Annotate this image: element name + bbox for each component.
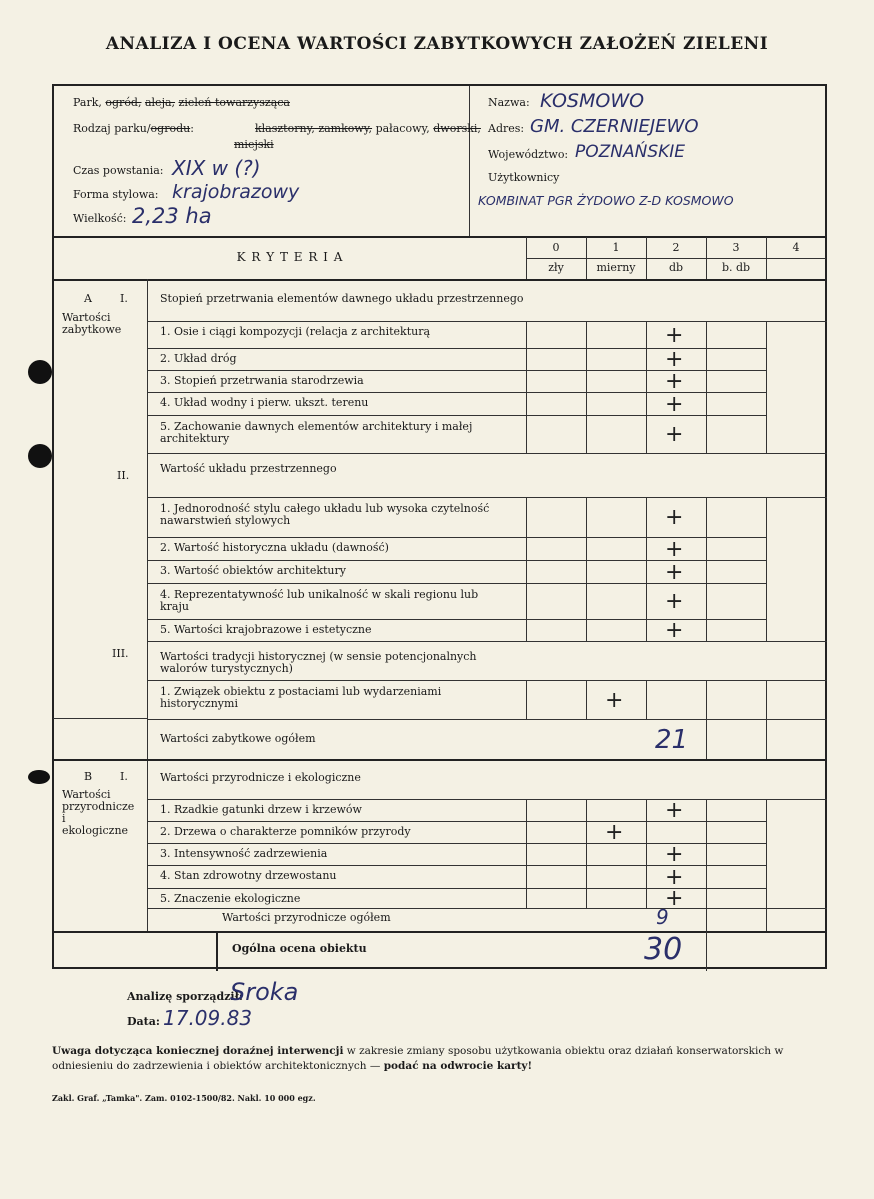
- score-mark: +: [605, 688, 624, 713]
- score-mark: +: [665, 537, 684, 562]
- nazwa-label: Nazwa:: [488, 96, 530, 109]
- section-a-letter: A: [84, 292, 92, 305]
- criteria-item: 5. Zachowanie dawnych elementów architektury i małej architektury: [160, 420, 473, 445]
- score-mark: +: [665, 842, 684, 867]
- criteria-item: 1. Osie i ciągi kompozycji (relacja z architekturą: [160, 325, 431, 338]
- section-a3-num: III.: [112, 647, 129, 660]
- rodzaj-miejski: miejski: [234, 138, 274, 151]
- criteria-item: 3. Intensywność zadrzewienia: [160, 847, 328, 860]
- b-total-value: 9: [656, 905, 669, 929]
- data-label: Data:: [127, 1015, 160, 1028]
- criteria-item: 5. Wartości krajobrazowe i estetyczne: [160, 623, 372, 636]
- score-mark: +: [665, 589, 684, 614]
- section-a-name: Wartości zabytkowe: [62, 311, 122, 336]
- criteria-item: 1. Jednorodność stylu całego układu lub wysoka czytelność nawarstwień stylowych: [160, 502, 490, 527]
- score-mark: +: [665, 323, 684, 348]
- criteria-item: 2. Drzewa o charakterze pomników przyrody: [160, 825, 411, 838]
- a-total-label: Wartości zabytkowe ogółem: [160, 732, 316, 745]
- score-mark: +: [665, 369, 684, 394]
- scale-4: 4: [792, 241, 800, 254]
- rodzaj-field: Rodzaj parku/ogrodu:: [73, 122, 194, 135]
- rodzaj-options: klasztorny, zamkowy, pałacowy, dworski,: [255, 122, 481, 135]
- wielkosc-value: 2,23 ha: [132, 204, 212, 228]
- score-mark: +: [665, 886, 684, 911]
- a2-title: Wartość układu przestrzennego: [160, 462, 337, 475]
- scale-word-2: db: [668, 261, 684, 274]
- criteria-item: 5. Znaczenie ekologiczne: [160, 892, 301, 905]
- page-title: ANALIZA I OCENA WARTOŚCI ZABYTKOWYCH ZAŁOŻEŃ ZIELENI: [105, 34, 769, 54]
- a1-title: Stopień przetrwania elementów dawnego układu przestrzennego: [160, 292, 524, 305]
- overall-value: 30: [644, 932, 683, 967]
- print-info: Zakl. Graf. „Tamka". Zam. 0102-1500/82. Nakl. 10 000 egz.: [52, 1093, 316, 1103]
- section-a1-num: I.: [120, 292, 128, 305]
- czas-value: XIX w (?): [172, 156, 261, 180]
- scale-word-0: zły: [548, 261, 564, 274]
- criteria-item: 4. Układ wodny i pierw. ukszt. terenu: [160, 396, 369, 409]
- czas-label: Czas powstania:: [73, 164, 164, 177]
- a-total-value: 21: [655, 725, 689, 755]
- punch-hole: [28, 770, 50, 784]
- nazwa-value: KOSMOWO: [540, 90, 645, 112]
- adres-value: GM. CZERNIEJEWO: [530, 116, 699, 137]
- forma-value: krajobrazowy: [172, 181, 300, 203]
- uzytkownicy-value: KOMBINAT PGR ŻYDOWO Z-D KOSMOWO: [478, 193, 734, 208]
- scale-word-1: mierny: [596, 261, 636, 274]
- criteria-item: 1. Rzadkie gatunki drzew i krzewów: [160, 803, 362, 816]
- criteria-item: 3. Stopień przetrwania starodrzewia: [160, 374, 364, 387]
- criteria-item: 4. Stan zdrowotny drzewostanu: [160, 869, 337, 882]
- section-b-name: Wartości przyrodnicze i ekologiczne: [62, 788, 135, 837]
- a3-title: Wartości tradycji historycznej (w sensie potencjonalnych walorów turystycznych): [160, 650, 477, 675]
- score-mark: +: [665, 618, 684, 643]
- punch-hole: [28, 444, 52, 468]
- scale-0: 0: [552, 241, 560, 254]
- section-b1-num: I.: [120, 770, 128, 783]
- score-mark: +: [605, 820, 624, 845]
- score-mark: +: [665, 505, 684, 530]
- wojewodztwo-value: POZNAŃSKIE: [575, 142, 686, 162]
- intervention-note: Uwaga dotycząca koniecznej doraźnej interwencji w zakresie zmiany sposobu użytkowania obiektu oraz działań konserwatorskich w odniesieniu do zadrzewienia i obiektów architektonicznych — podać na odwrocie karty!: [52, 1045, 784, 1072]
- score-mark: +: [665, 422, 684, 447]
- criteria-item: 2. Układ dróg: [160, 352, 237, 365]
- section-b-letter: B: [84, 770, 93, 783]
- score-mark: +: [665, 865, 684, 890]
- overall-label: Ogólna ocena obiektu: [232, 942, 367, 955]
- scale-1: 1: [612, 241, 620, 254]
- criteria-item: 1. Związek obiektu z postaciami lub wydarzeniami historycznymi: [160, 685, 442, 710]
- data-value: 17.09.83: [163, 1006, 253, 1030]
- scale-2: 2: [672, 241, 680, 254]
- score-mark: +: [665, 347, 684, 372]
- section-a2-num: II.: [117, 469, 130, 482]
- sporzadzil-signature: Sroka: [230, 978, 299, 1006]
- b-total-label: Wartości przyrodnicze ogółem: [222, 911, 391, 924]
- wojewodztwo-label: Województwo:: [488, 148, 569, 161]
- sporzadzil-label: Analizę sporządził:: [127, 990, 243, 1003]
- score-mark: +: [665, 392, 684, 417]
- scale-3: 3: [732, 241, 740, 254]
- criteria-item: 3. Wartość obiektów architektury: [160, 564, 346, 577]
- adres-label: Adres:: [488, 122, 525, 135]
- criteria-item: 2. Wartość historyczna układu (dawność): [160, 541, 389, 554]
- kryteria-heading: K R Y T E R I A: [236, 250, 344, 264]
- criteria-item: 4. Reprezentatywność lub unikalność w skali regionu lub kraju: [160, 588, 479, 613]
- punch-hole: [28, 360, 52, 384]
- score-mark: +: [665, 560, 684, 585]
- forma-label: Forma stylowa:: [73, 188, 159, 201]
- scale-word-3: b. db: [721, 261, 751, 274]
- b1-title: Wartości przyrodnicze i ekologiczne: [160, 771, 361, 784]
- score-mark: +: [665, 798, 684, 823]
- park-field: Park, ogród, aleja, zieleń towarzysząca: [73, 96, 290, 109]
- uzytkownicy-label: Użytkownicy: [488, 171, 560, 184]
- wielkosc-label: Wielkość:: [73, 212, 127, 225]
